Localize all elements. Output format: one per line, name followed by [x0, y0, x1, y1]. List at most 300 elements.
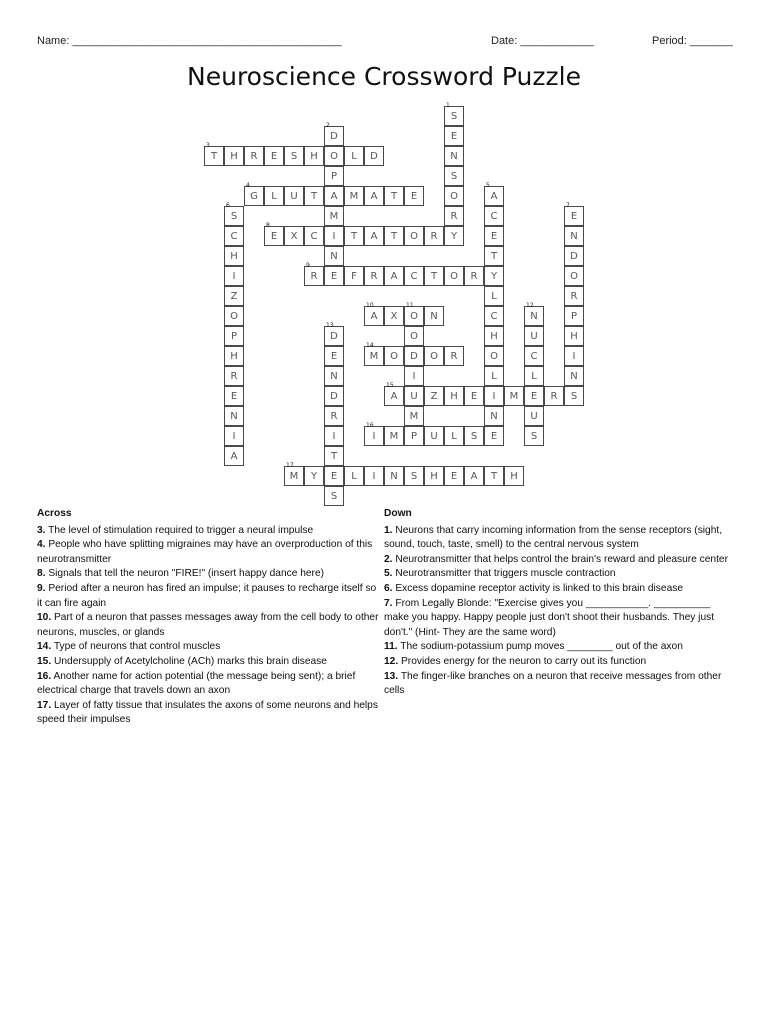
cell-letter: T: [350, 231, 358, 242]
cell-letter: U: [290, 191, 298, 202]
crossword-cell[interactable]: [284, 146, 304, 166]
crossword-cell[interactable]: [304, 262, 324, 286]
crossword-cell[interactable]: [524, 366, 544, 386]
crossword-cell[interactable]: [204, 142, 224, 166]
clue-number-label: 16: [366, 422, 374, 429]
across-clues: [37, 507, 380, 728]
crossword-cell[interactable]: [304, 146, 324, 166]
crossword-cell[interactable]: [324, 166, 344, 186]
cell-letter: E: [270, 231, 278, 242]
crossword-cell[interactable]: [484, 346, 504, 366]
clue-number-label: 15: [386, 382, 394, 389]
crossword-cell[interactable]: [484, 466, 504, 486]
cell-letter: I: [232, 271, 236, 282]
clue-text: Neurotransmitter that triggers muscle contraction: [395, 568, 616, 580]
cell-letter: I: [372, 471, 376, 482]
cell-letter: N: [490, 411, 498, 422]
crossword-cell[interactable]: [444, 102, 464, 126]
clue-text: Neurotransmitter that helps control the brain's reward and pleasure center: [395, 553, 728, 565]
cell-letter: O: [410, 231, 418, 242]
crossword-cell[interactable]: [524, 326, 544, 346]
crossword-cell[interactable]: [224, 406, 244, 426]
across-clue: [37, 611, 380, 640]
cell-letter: H: [490, 331, 498, 342]
cell-letter: N: [450, 151, 458, 162]
crossword-cell[interactable]: [224, 426, 244, 446]
crossword-cell[interactable]: [404, 326, 424, 346]
crossword-cell[interactable]: [364, 466, 384, 486]
crossword-cell[interactable]: [564, 326, 584, 346]
crossword-cell[interactable]: [404, 302, 424, 326]
cell-letter: O: [570, 271, 578, 282]
crossword-cell[interactable]: [444, 146, 464, 166]
cell-letter: O: [330, 151, 338, 162]
across-clue: [37, 699, 380, 728]
crossword-cell[interactable]: [404, 366, 424, 386]
crossword-cell[interactable]: [384, 466, 404, 486]
crossword-cell[interactable]: [464, 266, 484, 286]
crossword-cell[interactable]: [424, 346, 444, 366]
clue-text: The finger-like branches on a neuron that receive messages from other cells: [384, 670, 722, 697]
cell-letter: C: [490, 311, 498, 322]
cell-letter: N: [430, 311, 438, 322]
crossword-cell[interactable]: [484, 406, 504, 426]
period-field[interactable]: Period: _______: [652, 35, 733, 47]
crossword-cell[interactable]: [524, 426, 544, 446]
cell-letter: L: [351, 471, 357, 482]
cell-letter: I: [492, 391, 496, 402]
clue-number-label: 8: [266, 222, 270, 229]
down-clue: [384, 582, 732, 597]
clue-text: Layer of fatty tissue that insulates the axons of some neurons and helps speed their impulses: [37, 699, 378, 726]
clue-number: 16.: [37, 670, 52, 682]
cell-letter: Y: [450, 231, 458, 242]
cell-letter: A: [390, 391, 398, 402]
clue-text: From Legally Blonde: "Exercise gives you ___________. __________ make you happy. Happy people just don't shoot their husbands. They just don't." (Hint- They are the same word): [384, 597, 715, 638]
crossword-cell[interactable]: [344, 186, 364, 206]
crossword-cell[interactable]: [424, 266, 444, 286]
crossword-cell[interactable]: [404, 186, 424, 206]
crossword-cell[interactable]: [324, 406, 344, 426]
crossword-cell[interactable]: [484, 426, 504, 446]
cell-letter: S: [570, 391, 578, 402]
cell-letter: T: [210, 151, 218, 162]
cell-letter: O: [490, 351, 498, 362]
crossword-cell[interactable]: [484, 246, 504, 266]
cell-letter: M: [409, 411, 419, 422]
across-clue: [37, 640, 380, 655]
crossword-cell[interactable]: [304, 186, 324, 206]
crossword-cell[interactable]: [484, 286, 504, 306]
down-clue: [384, 524, 732, 553]
crossword-cell[interactable]: [344, 466, 364, 486]
crossword-cell[interactable]: [224, 386, 244, 406]
crossword-cell[interactable]: [284, 226, 304, 246]
clue-number-label: 9: [306, 262, 310, 269]
clue-number-label: 6: [226, 202, 230, 209]
crossword-cell[interactable]: [304, 466, 324, 486]
crossword-cell[interactable]: [404, 226, 424, 246]
clue-number-label: 13: [326, 322, 334, 329]
across-clue: [37, 582, 380, 611]
crossword-cell[interactable]: [364, 226, 384, 246]
crossword-cell[interactable]: [364, 146, 384, 166]
down-clue: [384, 553, 732, 568]
cell-letter: R: [470, 271, 478, 282]
cell-letter: T: [310, 191, 318, 202]
crossword-cell[interactable]: [344, 146, 364, 166]
clue-number: 3.: [37, 524, 46, 536]
clue-number: 9.: [37, 582, 46, 594]
crossword-cell[interactable]: [564, 246, 584, 266]
cell-letter: H: [230, 151, 238, 162]
cell-letter: E: [490, 431, 498, 442]
crossword-cell[interactable]: [404, 346, 424, 366]
crossword-cell[interactable]: [284, 186, 304, 206]
cell-letter: I: [572, 351, 576, 362]
crossword-cell[interactable]: [504, 466, 524, 486]
crossword-cell[interactable]: [224, 202, 244, 226]
cell-letter: R: [330, 411, 338, 422]
across-clue-list: [37, 524, 380, 728]
crossword-cell[interactable]: [404, 406, 424, 426]
crossword-cell[interactable]: [404, 266, 424, 286]
cell-letter: D: [370, 151, 378, 162]
crossword-cell[interactable]: [324, 426, 344, 446]
cell-letter: C: [310, 231, 318, 242]
crossword-cell[interactable]: [364, 302, 384, 326]
cell-letter: T: [390, 191, 398, 202]
crossword-cell[interactable]: [444, 226, 464, 246]
cell-letter: E: [230, 391, 238, 402]
clue-text: Type of neurons that control muscles: [53, 641, 221, 653]
cell-letter: E: [490, 231, 498, 242]
crossword-cell[interactable]: [504, 386, 524, 406]
cell-letter: E: [330, 471, 338, 482]
clue-number: 1.: [384, 524, 393, 536]
crossword-cell[interactable]: [244, 146, 264, 166]
cell-letter: O: [450, 271, 458, 282]
crossword-cell[interactable]: [224, 326, 244, 346]
across-clue: [37, 538, 380, 567]
cell-letter: U: [410, 391, 418, 402]
clue-text: Excess dopamine receptor activity is linked to this brain disease: [395, 582, 683, 594]
crossword-cell[interactable]: [264, 146, 284, 166]
crossword-cell[interactable]: [564, 226, 584, 246]
cell-letter: C: [490, 211, 498, 222]
cell-letter: R: [250, 151, 258, 162]
crossword-cell[interactable]: [564, 386, 584, 406]
cell-letter: U: [530, 411, 538, 422]
crossword-cell[interactable]: [444, 166, 464, 186]
clue-text: Provides energy for the neuron to carry out its function: [401, 655, 647, 667]
crossword-cell[interactable]: [224, 346, 244, 366]
cell-letter: U: [530, 331, 538, 342]
crossword-cell[interactable]: [224, 246, 244, 266]
name-field[interactable]: Name: ____________________________________________: [37, 35, 342, 47]
cell-letter: R: [550, 391, 558, 402]
crossword-cell[interactable]: [484, 182, 504, 206]
crossword-cell[interactable]: [424, 466, 444, 486]
crossword-cell[interactable]: [484, 306, 504, 326]
cell-letter: O: [410, 331, 418, 342]
clue-text: Part of a neuron that passes messages away from the cell body to other neurons, muscles, or glands: [37, 612, 379, 638]
cell-letter: S: [290, 151, 298, 162]
crossword-cell[interactable]: [484, 386, 504, 406]
crossword-cell[interactable]: [424, 426, 444, 446]
crossword-cell[interactable]: [384, 186, 404, 206]
crossword-cell[interactable]: [384, 306, 404, 326]
cell-letter: N: [390, 471, 398, 482]
across-clue: [37, 670, 380, 699]
crossword-cell[interactable]: [524, 406, 544, 426]
crossword-cell[interactable]: [444, 206, 464, 226]
cell-letter: M: [509, 391, 519, 402]
crossword-cell[interactable]: [444, 386, 464, 406]
crossword-cell[interactable]: [384, 226, 404, 246]
cell-letter: N: [570, 371, 578, 382]
cell-letter: P: [230, 331, 238, 342]
cell-letter: L: [531, 371, 537, 382]
cell-letter: D: [410, 351, 418, 362]
crossword-cell[interactable]: [524, 346, 544, 366]
crossword-cell[interactable]: [404, 386, 424, 406]
cell-letter: A: [490, 191, 498, 202]
crossword-cell[interactable]: [444, 466, 464, 486]
crossword-cell[interactable]: [324, 466, 344, 486]
clue-number: 10.: [37, 612, 52, 624]
crossword-cell[interactable]: [324, 266, 344, 286]
crossword-cell[interactable]: [564, 366, 584, 386]
crossword-cell[interactable]: [224, 226, 244, 246]
clue-number-label: 14: [366, 342, 374, 349]
clue-number: 13.: [384, 670, 399, 682]
crossword-cell[interactable]: [364, 422, 384, 446]
crossword-cell[interactable]: [444, 186, 464, 206]
cell-letter: D: [570, 251, 578, 262]
clue-number-label: 7: [566, 202, 570, 209]
crossword-cell[interactable]: [464, 386, 484, 406]
crossword-cell[interactable]: [564, 286, 584, 306]
cell-letter: E: [470, 391, 478, 402]
down-heading: Down: [384, 508, 412, 519]
crossword-cell[interactable]: [484, 266, 504, 286]
cell-letter: P: [570, 311, 578, 322]
crossword-cell[interactable]: [224, 446, 244, 466]
clue-number-label: 11: [406, 302, 414, 309]
across-heading: Across: [37, 508, 72, 519]
cell-letter: A: [470, 471, 478, 482]
cell-letter: H: [230, 351, 238, 362]
crossword-cell[interactable]: [324, 486, 344, 506]
crossword-cell[interactable]: [564, 266, 584, 286]
cell-letter: L: [271, 191, 277, 202]
cell-letter: R: [450, 351, 458, 362]
cell-letter: H: [230, 251, 238, 262]
clue-number: 4.: [37, 539, 46, 551]
clue-number-label: 2: [326, 122, 330, 129]
cell-letter: H: [310, 151, 318, 162]
crossword-cell[interactable]: [364, 266, 384, 286]
clue-number-label: 17: [286, 462, 294, 469]
cell-letter: L: [491, 291, 497, 302]
crossword-cell[interactable]: [344, 226, 364, 246]
crossword-cell[interactable]: [524, 386, 544, 406]
crossword-cell[interactable]: [324, 346, 344, 366]
crossword-cell[interactable]: [484, 226, 504, 246]
cell-letter: R: [570, 291, 578, 302]
crossword-cell[interactable]: [324, 186, 344, 206]
crossword-cell[interactable]: [444, 346, 464, 366]
cell-letter: C: [530, 351, 538, 362]
clue-text: People who have splitting migraines may have an overproduction of this neurotransmitter: [37, 539, 373, 565]
cell-letter: I: [332, 431, 336, 442]
cell-letter: F: [351, 271, 357, 282]
clue-text: The level of stimulation required to trigger a neural impulse: [48, 524, 314, 536]
crossword-cell[interactable]: [344, 266, 364, 286]
crossword-cell[interactable]: [544, 386, 564, 406]
cell-letter: M: [389, 431, 399, 442]
crossword-cell[interactable]: [384, 426, 404, 446]
crossword-cell[interactable]: [364, 186, 384, 206]
cell-letter: H: [450, 391, 458, 402]
cell-letter: H: [570, 331, 578, 342]
crossword-cell[interactable]: [444, 426, 464, 446]
cell-letter: D: [330, 131, 338, 142]
crossword-cell[interactable]: [264, 222, 284, 246]
cell-letter: P: [330, 171, 338, 182]
crossword-cell[interactable]: [384, 346, 404, 366]
cell-letter: R: [450, 211, 458, 222]
crossword-cell[interactable]: [524, 302, 544, 326]
crossword-cell[interactable]: [324, 226, 344, 246]
cell-letter: M: [289, 471, 299, 482]
crossword-cell[interactable]: [404, 466, 424, 486]
crossword-cell[interactable]: [384, 382, 404, 406]
crossword-cell[interactable]: [324, 206, 344, 226]
cell-letter: O: [430, 351, 438, 362]
crossword-cell[interactable]: [564, 306, 584, 326]
cell-letter: A: [230, 451, 238, 462]
clue-number-label: 1: [446, 102, 450, 109]
crossword-cell[interactable]: [224, 286, 244, 306]
crossword-cell[interactable]: [464, 426, 484, 446]
crossword-cell[interactable]: [224, 266, 244, 286]
crossword-cell[interactable]: [324, 246, 344, 266]
crossword-cell[interactable]: [464, 466, 484, 486]
cell-letter: S: [410, 471, 418, 482]
cell-letter: X: [390, 311, 398, 322]
cell-letter: E: [330, 351, 338, 362]
cell-letter: Y: [310, 471, 318, 482]
cell-letter: D: [330, 391, 338, 402]
cell-letter: N: [230, 411, 238, 422]
crossword-cell[interactable]: [484, 326, 504, 346]
crossword-cell[interactable]: [564, 202, 584, 226]
crossword-cell[interactable]: [224, 146, 244, 166]
crossword-cell[interactable]: [324, 386, 344, 406]
cell-letter: E: [450, 131, 458, 142]
clue-text: Period after a neuron has fired an impulse; it pauses to recharge itself so it can fire again: [37, 582, 377, 609]
down-clues: [384, 507, 732, 699]
crossword-cell[interactable]: [444, 266, 464, 286]
crossword-cell[interactable]: [484, 206, 504, 226]
cell-letter: T: [390, 231, 398, 242]
cell-letter: T: [490, 251, 498, 262]
crossword-cell[interactable]: [324, 366, 344, 386]
cell-letter: O: [450, 191, 458, 202]
cell-letter: O: [230, 311, 238, 322]
clue-number-label: 10: [366, 302, 374, 309]
crossword-cell[interactable]: [424, 226, 444, 246]
crossword-cell[interactable]: [224, 366, 244, 386]
cell-letter: M: [329, 211, 339, 222]
clue-text: The sodium-potassium pump moves ________ out of the axon: [400, 641, 683, 653]
cell-letter: E: [410, 191, 418, 202]
page-title: Neuroscience Crossword Puzzle: [187, 62, 581, 91]
cell-letter: I: [232, 431, 236, 442]
cell-letter: G: [250, 191, 258, 202]
crossword-cell[interactable]: [424, 306, 444, 326]
cell-letter: M: [349, 191, 359, 202]
clue-number: 5.: [384, 568, 393, 580]
clue-number: 12.: [384, 655, 399, 667]
clue-number: 7.: [384, 597, 393, 609]
crossword-cell[interactable]: [404, 426, 424, 446]
cell-letter: N: [330, 251, 338, 262]
cell-letter: E: [530, 391, 538, 402]
crossword-cell[interactable]: [224, 306, 244, 326]
clue-text: Another name for action potential (the message being sent); a brief electrical charge that travels down an axon: [37, 670, 356, 697]
cell-letter: I: [412, 371, 416, 382]
crossword-cell[interactable]: [244, 182, 264, 206]
cell-letter: R: [230, 371, 238, 382]
cell-letter: L: [451, 431, 457, 442]
crossword-cell[interactable]: [564, 346, 584, 366]
clue-number: 14.: [37, 641, 52, 653]
cell-letter: A: [390, 271, 398, 282]
cell-letter: M: [369, 351, 379, 362]
crossword-cell[interactable]: [284, 462, 304, 486]
crossword-cell[interactable]: [484, 366, 504, 386]
crossword-cell[interactable]: [324, 446, 344, 466]
crossword-cell[interactable]: [304, 226, 324, 246]
crossword-cell[interactable]: [324, 122, 344, 146]
cell-letter: T: [490, 471, 498, 482]
cell-letter: O: [390, 351, 398, 362]
crossword-cell[interactable]: [264, 186, 284, 206]
crossword-cell[interactable]: [324, 322, 344, 346]
clue-number: 2.: [384, 553, 393, 565]
cell-letter: X: [290, 231, 298, 242]
crossword-cell[interactable]: [324, 146, 344, 166]
cell-letter: E: [450, 471, 458, 482]
clue-number: 6.: [384, 582, 393, 594]
cell-letter: S: [470, 431, 478, 442]
date-field[interactable]: Date: ____________: [491, 35, 594, 47]
crossword-cell[interactable]: [424, 386, 444, 406]
crossword-cell[interactable]: [384, 266, 404, 286]
cell-letter: I: [332, 231, 336, 242]
crossword-cell[interactable]: [444, 126, 464, 146]
cell-letter: D: [330, 331, 338, 342]
cell-letter: L: [351, 151, 357, 162]
clue-text: Undersupply of Acetylcholine (ACh) marks this brain disease: [54, 655, 327, 667]
crossword-cell[interactable]: [364, 342, 384, 366]
clue-text: Signals that tell the neuron "FIRE!" (insert happy dance here): [48, 568, 324, 580]
clue-text: Neurons that carry incoming information from the sense receptors (sight, sound, touch, taste, smell) to the central nervous system: [384, 524, 723, 551]
cell-letter: N: [530, 311, 538, 322]
